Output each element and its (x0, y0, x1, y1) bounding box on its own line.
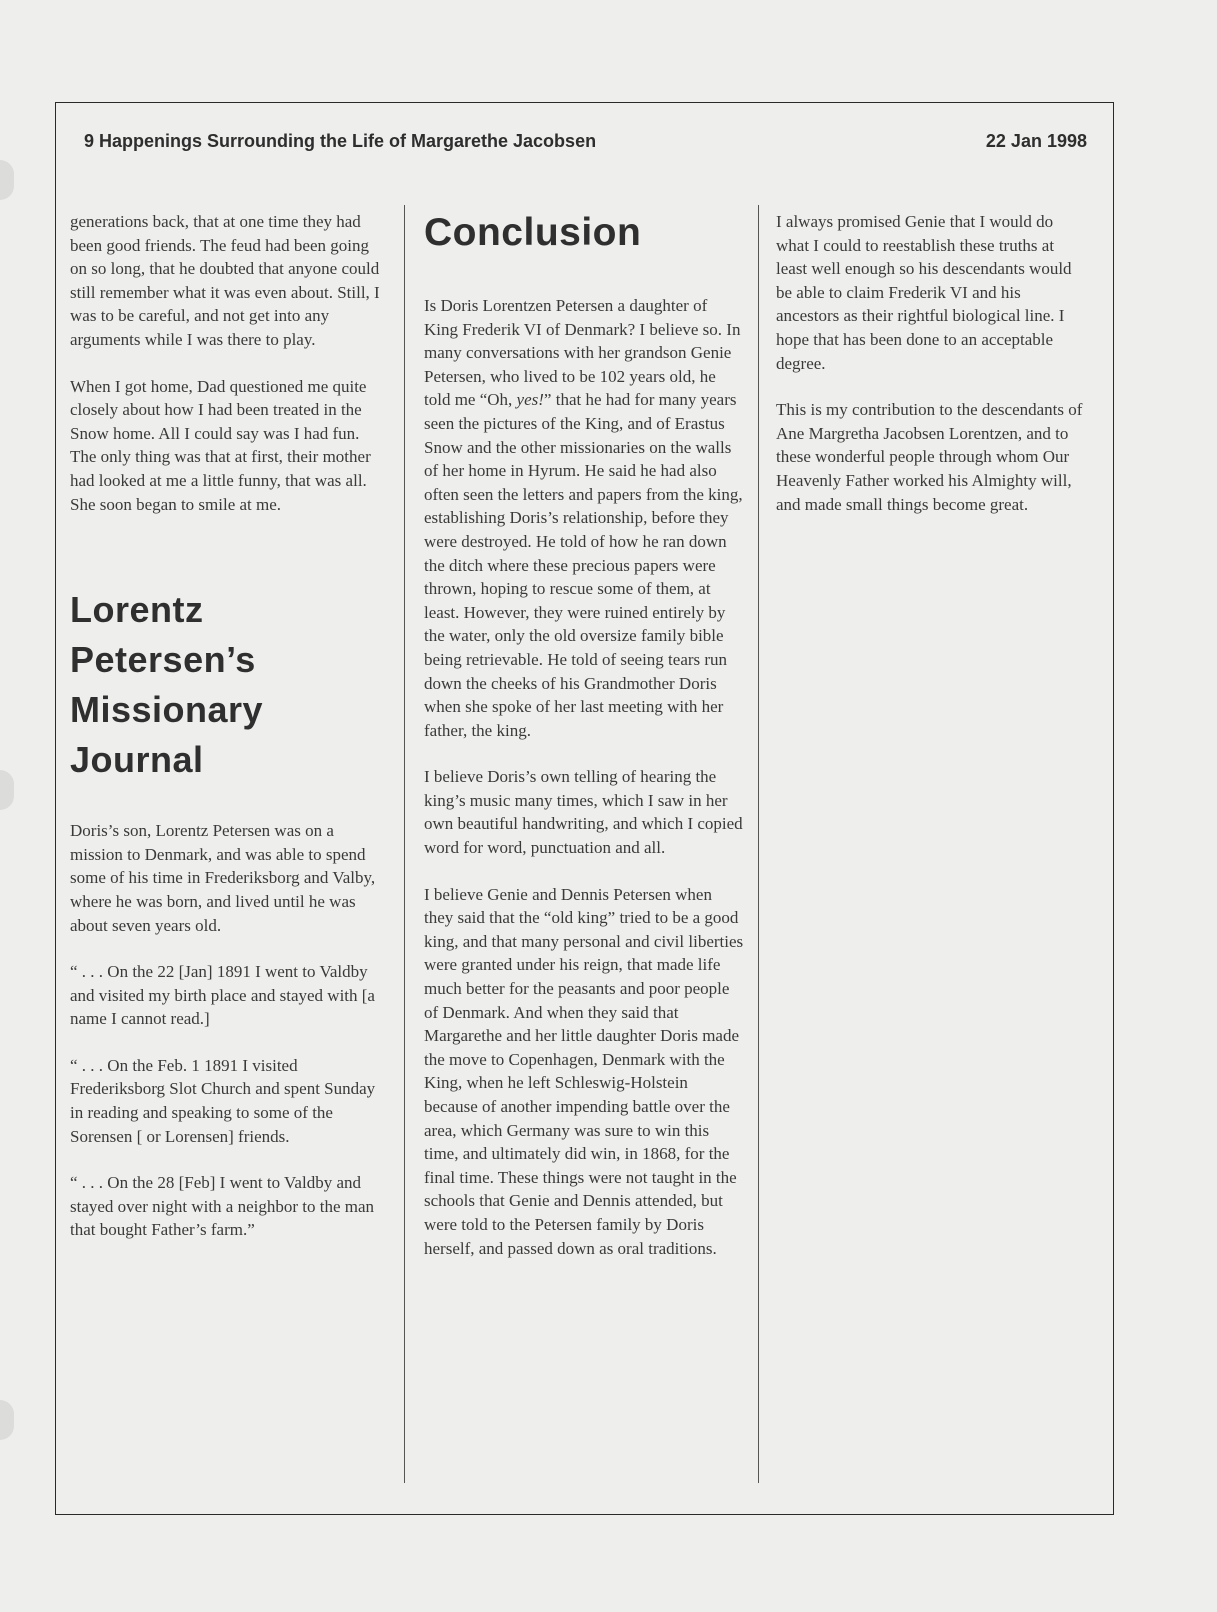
binder-ring-hole (0, 160, 14, 200)
paragraph: When I got home, Dad questioned me quite closely about how I had been treated in the Snow home. All I could say was I had fun. The only thing was that at first, their mother had looked at me a little funny, that was all. She soon began to smile at me. (70, 376, 371, 514)
column-divider (404, 205, 405, 1483)
paragraph: I believe Doris’s own telling of hearing the king’s music many times, which I saw in her own beautiful handwriting, and which I copied word for word, punctuation and all. (424, 767, 743, 858)
paragraph (424, 294, 744, 742)
running-header-date: 22 Jan 1998 (985, 131, 1087, 151)
running-header-title: 9 Happenings Surrounding the Life of Margarethe Jacobsen (84, 131, 597, 151)
section-heading-missionary-journal: Lorentz Petersen’s Missionary Journal (70, 589, 264, 781)
paragraph: I always promised Genie that I would do what I could to reestablish these truths at least well enough so his descendants would be able to claim Frederik VI and his ancestors as their rightful biological line. I hope that has been done to an acceptable degree. (776, 212, 1072, 373)
journal-entry: “ . . . On the 28 [Feb] I went to Valdby and stayed over night with a neighbor to the man that bought Father’s farm.” (70, 1173, 375, 1240)
section-heading-conclusion: Conclusion (424, 211, 642, 254)
binder-ring-hole (0, 770, 14, 810)
column-right (776, 210, 1086, 539)
column-left (70, 210, 380, 1265)
paragraph: Doris’s son, Lorentz Petersen was on a mission to Denmark, and was able to spend some of his time in Frederiksborg and Valby, where he was born, and lived until he was about seven years old. (70, 821, 376, 935)
paragraph: generations back, that at one time they had been good friends. The feud had been going on so long, that he doubted that anyone could still remember what it was even about. Still, I was to be careful, and not get into any arguments while I was there to play. (70, 212, 380, 349)
spacer (70, 539, 380, 585)
text-run: ” that he had for many years seen the pictures of the King, and of Erastus Snow and the other missionaries on the walls of her home in Hyrum. He said he had also often seen the letters and papers from the king, establishing Doris’s relationship, before they were destroyed. He told of how he ran down the ditch where these precious papers were thrown, hoping to rescue some of them, at least. However, they were ruined entirely by the water, only the old oversize family bible being retrievable. He told of seeing tears run down the cheeks of his Grandmother Doris when she spoke of her last meeting with her father, the king. (424, 390, 743, 740)
journal-entry: “ . . . On the 22 [Jan] 1891 I went to Valdby and visited my birth place and stayed with [a name I cannot read.] (70, 962, 375, 1029)
emphasis-text: yes! (516, 390, 544, 410)
journal-entry: “ . . . On the Feb. 1 1891 I visited Frederiksborg Slot Church and spent Sunday in reading and speaking to some of the Sorensen [ or Lorensen] friends. (70, 1055, 376, 1146)
paragraph: I believe Genie and Dennis Petersen when they said that the “old king” tried to be a good king, and that many personal and civil liberties were granted under his reign, that made life much better for the peasants and poor people of Denmark. And when they said that Margarethe and her little daughter Doris made the move to Copenhagen, Denmark with the King, when he left Schleswig-Holstein because of another impending battle over the area, which Germany was sure to win this time, and ultimately did win, in 1868, for the final time. These things were not taught in the schools that Genie and Dennis attended, but were told to the Petersen family by Doris herself, and passed down as oral traditions. (424, 884, 744, 1258)
column-divider (758, 205, 759, 1483)
paragraph: This is my contribution to the descendants of Ane Margretha Jacobsen Lorentzen, and to these wonderful people through whom Our Heavenly Father worked his Almighty will, and made small things become great. (776, 400, 1083, 514)
text-run: Is Doris Lorentzen Petersen a daughter of King Frederik VI of Denmark? I believe so. In many conversations with her grandson Genie Petersen, who lived to be 102 years old, he told me “Oh, (424, 296, 741, 410)
column-middle (424, 210, 744, 1283)
binder-ring-hole (0, 1400, 14, 1440)
